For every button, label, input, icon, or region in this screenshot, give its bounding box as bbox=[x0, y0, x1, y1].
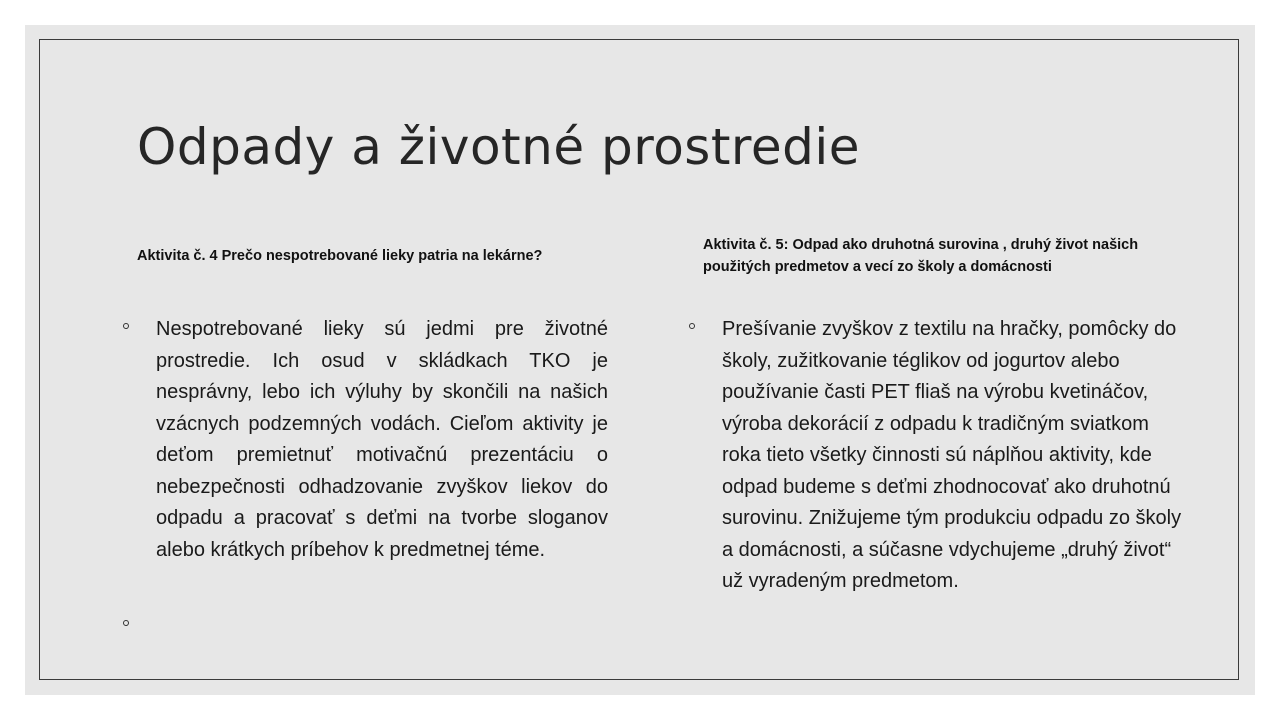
slide-frame bbox=[39, 39, 1239, 680]
slide-title: Odpady a životné prostredie bbox=[137, 118, 861, 176]
right-bullet-1-text: Prešívanie zvyškov z textilu na hračky, pomôcky do školy, zužitkovanie téglikov od jogurtov alebo používanie časti PET fliaš na výrobu kvetináčov, výroba dekorácií z odpadu k tradičným sviatkom roka tieto všetky činnosti sú náplňou aktivity, kde odpad budeme s deťmi zhodnocovať ako druhotnú surovinu. Znižujeme tým produkciu odpadu zo školy a domácnosti, a súčasne vdychujeme „druhý život“ už vyradeným predmetom. bbox=[722, 318, 1182, 592]
left-bullet-1-text: Nespotrebované lieky sú jedmi pre životné prostredie. Ich osud v skládkach TKO je nesprávny, lebo ich výluhy by skončili na našich vzácnych podzemných vodách. Cieľom aktivity je deťom premietnuť motivačnú prezentáciu o nebezpečnosti odhadzovanie zvyškov liekov do odpadu a pracovať s deťmi na tvorbe sloganov alebo krátkych príbehov k predmetnej téme. bbox=[156, 318, 608, 561]
left-bullet-2-marker bbox=[123, 620, 129, 626]
slide bbox=[25, 25, 1255, 695]
right-bullet-1-marker bbox=[689, 323, 695, 329]
left-bullet-1-marker bbox=[123, 323, 129, 329]
left-column-heading: Aktivita č. 4 Prečo nespotrebované lieky patria na lekárne? bbox=[137, 248, 543, 264]
right-column-heading: Aktivita č. 5: Odpad ako druhotná surovina , druhý život našich použitých predmetov a vecí zo školy a domácnosti bbox=[703, 237, 1139, 275]
